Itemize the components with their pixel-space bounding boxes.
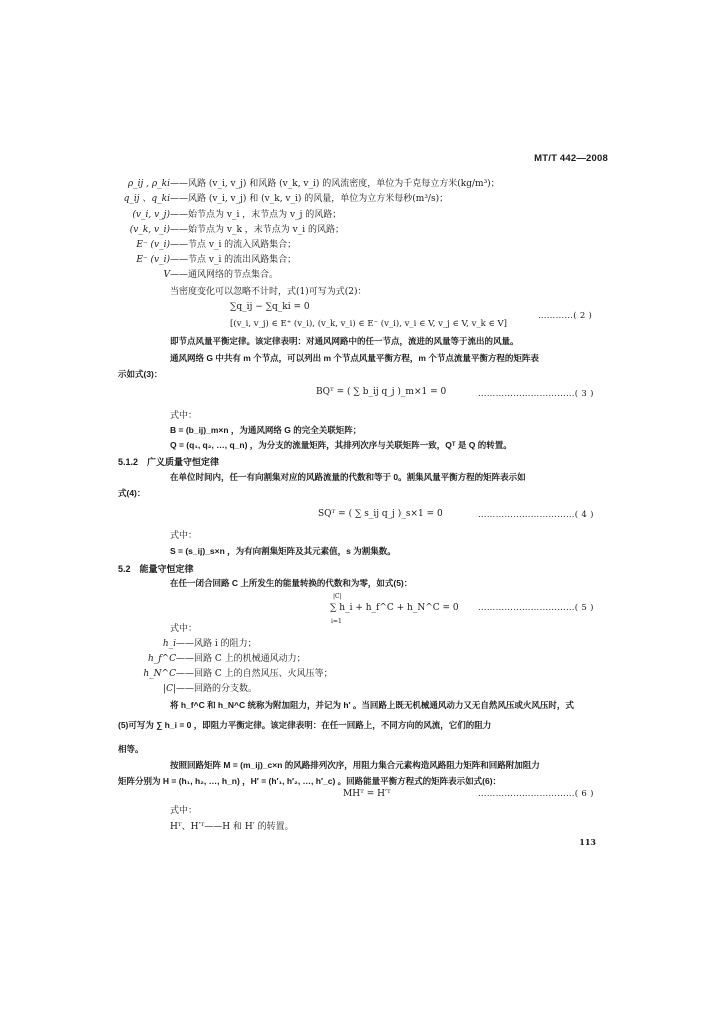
def-row — [118, 239, 296, 251]
equation-4-number: ……………………………( 4 ) — [478, 510, 594, 520]
def-symbol: E⁻ (v_i) — [136, 255, 170, 265]
where-label: 式中： — [170, 624, 198, 634]
def-row — [118, 193, 448, 205]
def-text: ——通风网络的节点集合。 — [170, 270, 279, 280]
paragraph: 将 h_f^C 和 h_N^C 统称为附加阻力，并记为 h′ 。当回路上既无机械通风动力又无自然风压或火风压时，式 — [170, 700, 574, 710]
def-line: Q = (q₁, q₂, …, q_n) ，为分支的流量矩阵，其排列次序与关联矩阵一致，Qᵀ 是 Q 的转置。 — [170, 440, 512, 450]
def-symbol: V — [163, 270, 170, 280]
equation-6-number: ……………………………( 6 ) — [478, 789, 594, 799]
equation-4: SQᵀ = ( ∑ s_ij q_j )_s×1 = 0 — [318, 509, 443, 519]
def-text: ——风路 (v_i, v_j) 和风路 (v_k, v_i) 的风流密度，单位为千克每立方米(kg/m³)； — [170, 179, 500, 189]
def-row — [118, 683, 257, 695]
def-line: B = (b_ij)_m×n ，为通风网络 G 的完全关联矩阵； — [170, 425, 362, 435]
def-line: S = (s_ij)_s×n ，为有向割集矩阵及其元素值，s 为割集数。 — [170, 546, 396, 556]
def-row — [118, 668, 333, 680]
def-text: ——风路 i 的阻力； — [176, 639, 257, 649]
equation-5-number: ……………………………( 5 ) — [478, 603, 594, 613]
def-line: Hᵀ、H′ᵀ——H 和 H′ 的转置。 — [170, 822, 294, 832]
def-row — [118, 209, 341, 221]
section-heading: 5.1.2 广义质量守恒定律 — [118, 457, 220, 467]
where-label: 式中： — [170, 411, 198, 421]
def-symbol: h_i — [162, 639, 176, 649]
paragraph: 即节点风量平衡定律。该定律表明：对通风网路中的任一节点，流进的风量等于流出的风量。 — [170, 336, 519, 346]
def-symbol: h_f^C — [147, 654, 176, 664]
def-text: ——回路 C 上的机械通风动力； — [176, 654, 306, 664]
section-heading: 5.2 能量守恒定律 — [118, 564, 194, 574]
equation-5: ∑ h_i + h_f^C + h_N^C = 0 — [330, 603, 459, 613]
where-label: 式中： — [170, 531, 198, 541]
paragraph: (5)可写为 ∑ h_i = 0 ，即阻力平衡定律。该定律表明：在任一回路上，不同方向的风流，它们的阻力 — [118, 720, 492, 730]
paragraph: 在单位时间内，任一有向割集对应的风路流量的代数和等于 0。割集风量平衡方程的矩阵表示如 — [170, 472, 526, 482]
def-text: ——节点 v_i 的流出风路集合； — [170, 255, 297, 265]
standard-code: MT/T 442—2008 — [534, 153, 608, 164]
def-symbol: |C| — [163, 684, 176, 694]
def-row — [118, 638, 257, 650]
equation-2-number: …………( 2 ) — [538, 311, 593, 321]
paragraph: 当密度变化可以忽略不计时，式(1)可写为式(2)： — [170, 287, 367, 297]
def-row — [118, 224, 344, 236]
def-symbol: q_ij 、q_ki — [123, 194, 170, 204]
def-row — [118, 254, 296, 266]
def-row — [118, 653, 306, 665]
paragraph: 通风网络 G 中共有 m 个节点，可以列出 m 个节点风量平衡方程，m 个节点流量平衡方程的矩阵表 — [170, 353, 539, 363]
paragraph: 相等。 — [118, 744, 144, 754]
def-text: ——回路的分支数。 — [176, 684, 258, 694]
equation-2-line2: [(v_i, v_j) ∈ E⁺ (v_i), (v_k, v_i) ∈ E⁻ (v_i), v_i ∈ V, v_j ∈ V, v_k ∈ V] — [230, 319, 507, 329]
where-label: 式中： — [170, 806, 198, 816]
equation-2-line1: ∑q_ij − ∑q_ki = 0 — [230, 302, 310, 312]
equation-5-upper: |C| — [333, 593, 342, 600]
paragraph: 矩阵分别为 H = (h₁, h₂, …, h_n) ，H′ = (h′₁, h′₂, …, h′_c) 。回路能量平衡方程式的矩阵表示如式(6)： — [118, 776, 502, 786]
def-symbol: ρ_ij , ρ_ki — [127, 179, 170, 189]
page-number: 113 — [579, 837, 596, 847]
paragraph: 在任一闭合回路 C 上所发生的能量转换的代数和为零，如式(5)： — [170, 578, 413, 588]
def-text: ——回路 C 上的自然风压、火风压等； — [176, 669, 333, 679]
equation-5-lower: i=1 — [331, 618, 342, 625]
def-row — [118, 269, 278, 281]
def-row — [118, 178, 500, 190]
equation-3: BQᵀ = ( ∑ b_ij q_j )_m×1 = 0 — [316, 387, 447, 397]
def-text: ——始节点为 v_k ，末节点为 v_i 的风路； — [170, 225, 344, 235]
def-symbol: E⁻ (v_i) — [136, 240, 170, 250]
def-text: ——风路 (v_i, v_j) 和 (v_k, v_i) 的风量，单位为立方米每秒(m³/s)； — [170, 194, 449, 204]
paragraph: 示如式(3)： — [118, 369, 163, 379]
paragraph: 按照回路矩阵 M = (m_ij)_c×n 的风路排列次序，用阻力集合元素构造风路阻力矩阵和回路附加阻力 — [170, 760, 540, 770]
def-symbol: h_N^C — [143, 669, 176, 679]
equation-3-number: ……………………………( 3 ) — [478, 389, 594, 399]
def-text: ——节点 v_i 的流入风路集合； — [170, 240, 297, 250]
def-text: ——始节点为 v_i ，末节点为 v_j 的风路； — [170, 210, 342, 220]
paragraph: 式(4)： — [118, 488, 146, 498]
def-symbol: (v_k, v_i) — [129, 225, 170, 235]
equation-6: MHᵀ = H′ᵀ — [343, 789, 391, 799]
def-symbol: (v_i, v_j) — [132, 210, 170, 220]
